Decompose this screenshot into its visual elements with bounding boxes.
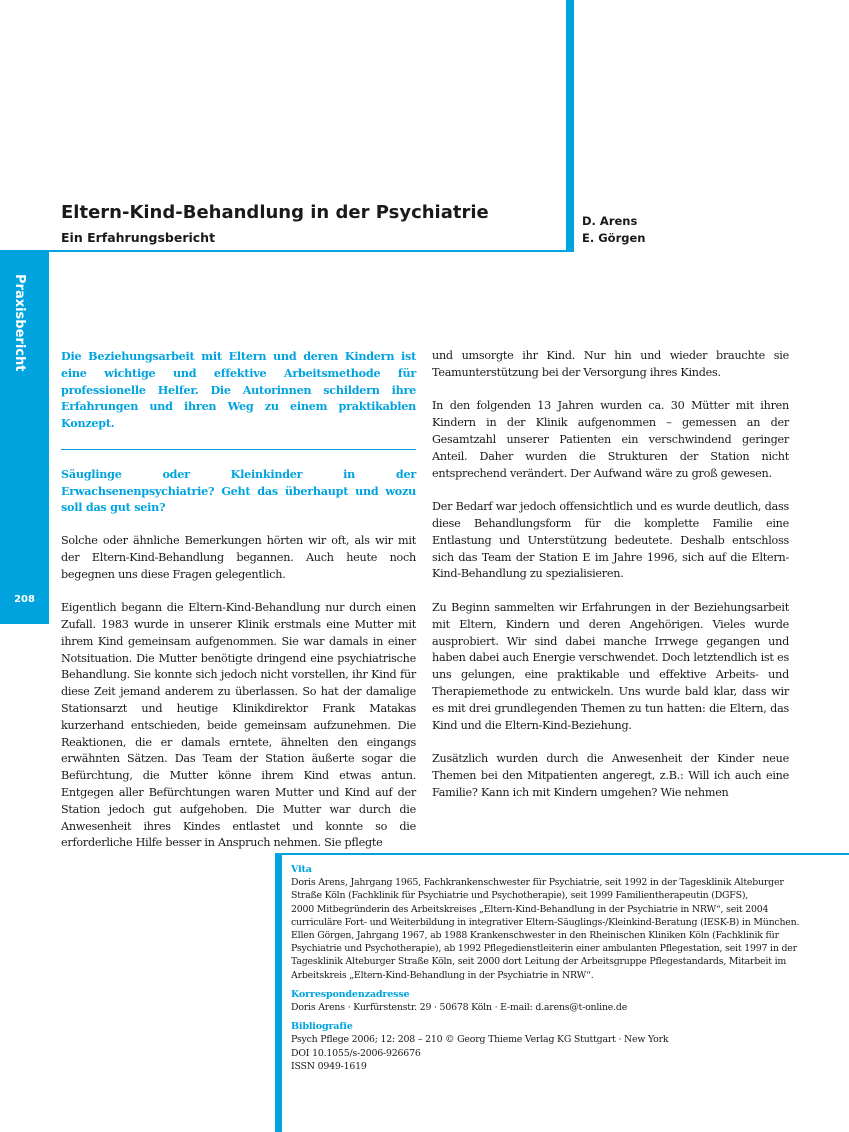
- paragraph: und umsorgte ihr Kind. Nur hin und wieder brauchte sie Teamunterstützung bei der Versorgung ihres Kindes.: [432, 349, 789, 379]
- paragraph: Eigentlich begann die Eltern-Kind-Behandlung nur durch einen Zufall. 1983 wurde in unserer Klinik erstmals eine Mutter mit ihrem Kind gemeinsam aufgenommen. Sie war damals in einer Notsituation. Die Mutter benötigte dringend eine psychiatrische Behandlung. Sie konnte sich jedoch nicht vorstellen, ihr Kind für diese Zeit jemand anderem zu überlassen. So hat der damalige Stationsarzt und heutige Klinikdirektor Frank Matakas kurzerhand entschieden, beide gemeinsam aufzunehmen. Die Reaktionen, die er damals erntete, ähnelten den eingangs erwähnten Sätzen. Das Team der Station äußerte sogar die Befürchtung, die Mutter könne ihrem Kind etwas antun. Entgegen aller Befürchtungen waren Mutter und Kind auf der Station jedoch gut aufgehoben. Die Mutter war durch die Anwesenheit ihres Kindes entlastet und konnte so die erforderliche Hilfe besser in Anspruch nehmen. Sie pflegte: [61, 601, 416, 850]
- bibliography-line: ISSN 0949-1619: [291, 1060, 367, 1072]
- bibliography-line: DOI 10.1055/s-2006-926676: [291, 1047, 421, 1059]
- paragraph: Zu Beginn sammelten wir Erfahrungen in der Beziehungsarbeit mit Eltern, Kindern und deren Angehörigen. Vieles wurde ausprobiert. Wir sind dabei manche Irrwege gegangen und haben dabei auch Energie verschwendet. Doch letztendlich ist es uns gelungen, eine praktikable und effektive Arbeits- und Therapiemethode zu entwickeln. Uns wurde bald klar, dass wir es mit drei grundlegenden Themen zu tun hatten: die Eltern, das Kind und die Eltern-Kind-Beziehung.: [432, 600, 789, 732]
- bibliography-line: Psych Pflege 2006; 12: 208 – 210 © Georg Thieme Verlag KG Stuttgart · New York: [291, 1034, 669, 1046]
- abstract: Die Beziehungsarbeit mit Eltern und deren Kindern ist eine wichtige und effektive Arbeitsmethode für professionelle Helfer. Die Autorinnen schildern ihre Erfahrungen und ihren Weg zu einem praktikablen Konzept.: [61, 349, 416, 431]
- section-question: Säuglinge oder Kleinkinder in der Erwachsenenpsychiatrie? Geht das überhaupt und wozu soll das gut sein?: [61, 466, 416, 515]
- vita-heading: Vita: [291, 864, 312, 875]
- accent-vertical-bar: [566, 0, 574, 252]
- section-label: Praxisbericht: [12, 274, 27, 372]
- text-column-left: [61, 348, 416, 869]
- author-name: D. Arens: [582, 214, 638, 228]
- paragraph: Solche oder ähnliche Bemerkungen hörten wir oft, als wir mit der Eltern-Kind-Behandlung begannen. Auch heute noch begegnen uns diese Fragen gelegentlich.: [61, 533, 416, 581]
- author-info-box: [275, 853, 849, 1132]
- article-title: Eltern-Kind-Behandlung in der Psychiatrie: [61, 202, 489, 223]
- paragraph: In den folgenden 13 Jahren wurden ca. 30 Mütter mit ihren Kindern in der Klinik aufgenommen – gemessen an der Gesamtzahl unserer Patienten ein verschwindend geringer Anteil. Daher wurden die Strukturen der Station nicht entsprechend verändert. Der Aufwand wäre zu groß gewesen.: [432, 399, 789, 480]
- bibliography-heading: Bibliografie: [291, 1021, 353, 1033]
- author-list: [582, 213, 645, 247]
- text-column-right: [432, 348, 789, 818]
- correspondence-heading: Korrespondenzadresse: [291, 988, 410, 1000]
- bibliography-section: [291, 1020, 849, 1073]
- vita-line: Psychiatrie und Psychotherapie), ab 1992 Pflegedienstleiterin einer ambulanten Pflegestation, seit 1997 in der: [291, 943, 797, 955]
- article-subtitle: Ein Erfahrungsbericht: [61, 230, 216, 245]
- vita-line: Ellen Görgen, Jahrgang 1967, ab 1988 Krankenschwester in den Rheinischen Kliniken Köln (Fachklinik für: [291, 930, 779, 942]
- vita-section: [291, 863, 849, 982]
- vita-line: Doris Arens, Jahrgang 1965, Fachkrankenschwester für Psychiatrie, seit 1992 in der Tagesklinik Alteburger: [291, 877, 784, 889]
- correspondence-address: Doris Arens · Kurfürstenstr. 29 · 50678 Köln · E-mail: d.arens@t-online.de: [291, 1002, 628, 1014]
- vita-line: Arbeitskreis „Eltern-Kind-Behandlung in der Psychiatrie in NRW“.: [291, 969, 594, 981]
- author-name: E. Görgen: [582, 231, 646, 245]
- vita-line: curriculäre Fort- und Weiterbildung in integrativer Eltern-Säuglings-/Kleinkind-Beratung (IESK-B) in München.: [291, 916, 800, 928]
- correspondence-section: [291, 988, 849, 1014]
- vita-line: 2000 Mitbegründerin des Arbeitskreises „Eltern-Kind-Behandlung in der Psychiatrie in NRW“, seit 2004: [291, 903, 769, 915]
- vita-line: Tagesklinik Alteburger Straße Köln, seit 2000 dort Leitung der Arbeitsgruppe Pflegestandards, Mitarbeit im: [291, 956, 787, 968]
- page-number: 208: [14, 594, 35, 605]
- abstract-divider: [61, 449, 416, 450]
- paragraph: Der Bedarf war jedoch offensichtlich und es wurde deutlich, dass diese Behandlungsform für die komplette Familie eine Entlastung und Unterstützung bedeutete. Deshalb entschloss sich das Team der Station E im Jahre 1996, sich auf die Eltern-Kind-Behandlung zu spezialisieren.: [432, 500, 789, 581]
- paragraph: Zusätzlich wurden durch die Anwesenheit der Kinder neue Themen bei den Mitpatienten angeregt, z.B.: Will ich auch eine Familie? Kann ich mit Kindern umgehen? Wie nehmen: [432, 752, 789, 799]
- vita-line: Straße Köln (Fachklinik für Psychiatrie und Psychotherapie), seit 1999 Familientherapeutin (DGFS),: [291, 890, 749, 902]
- header-rule: [0, 250, 574, 252]
